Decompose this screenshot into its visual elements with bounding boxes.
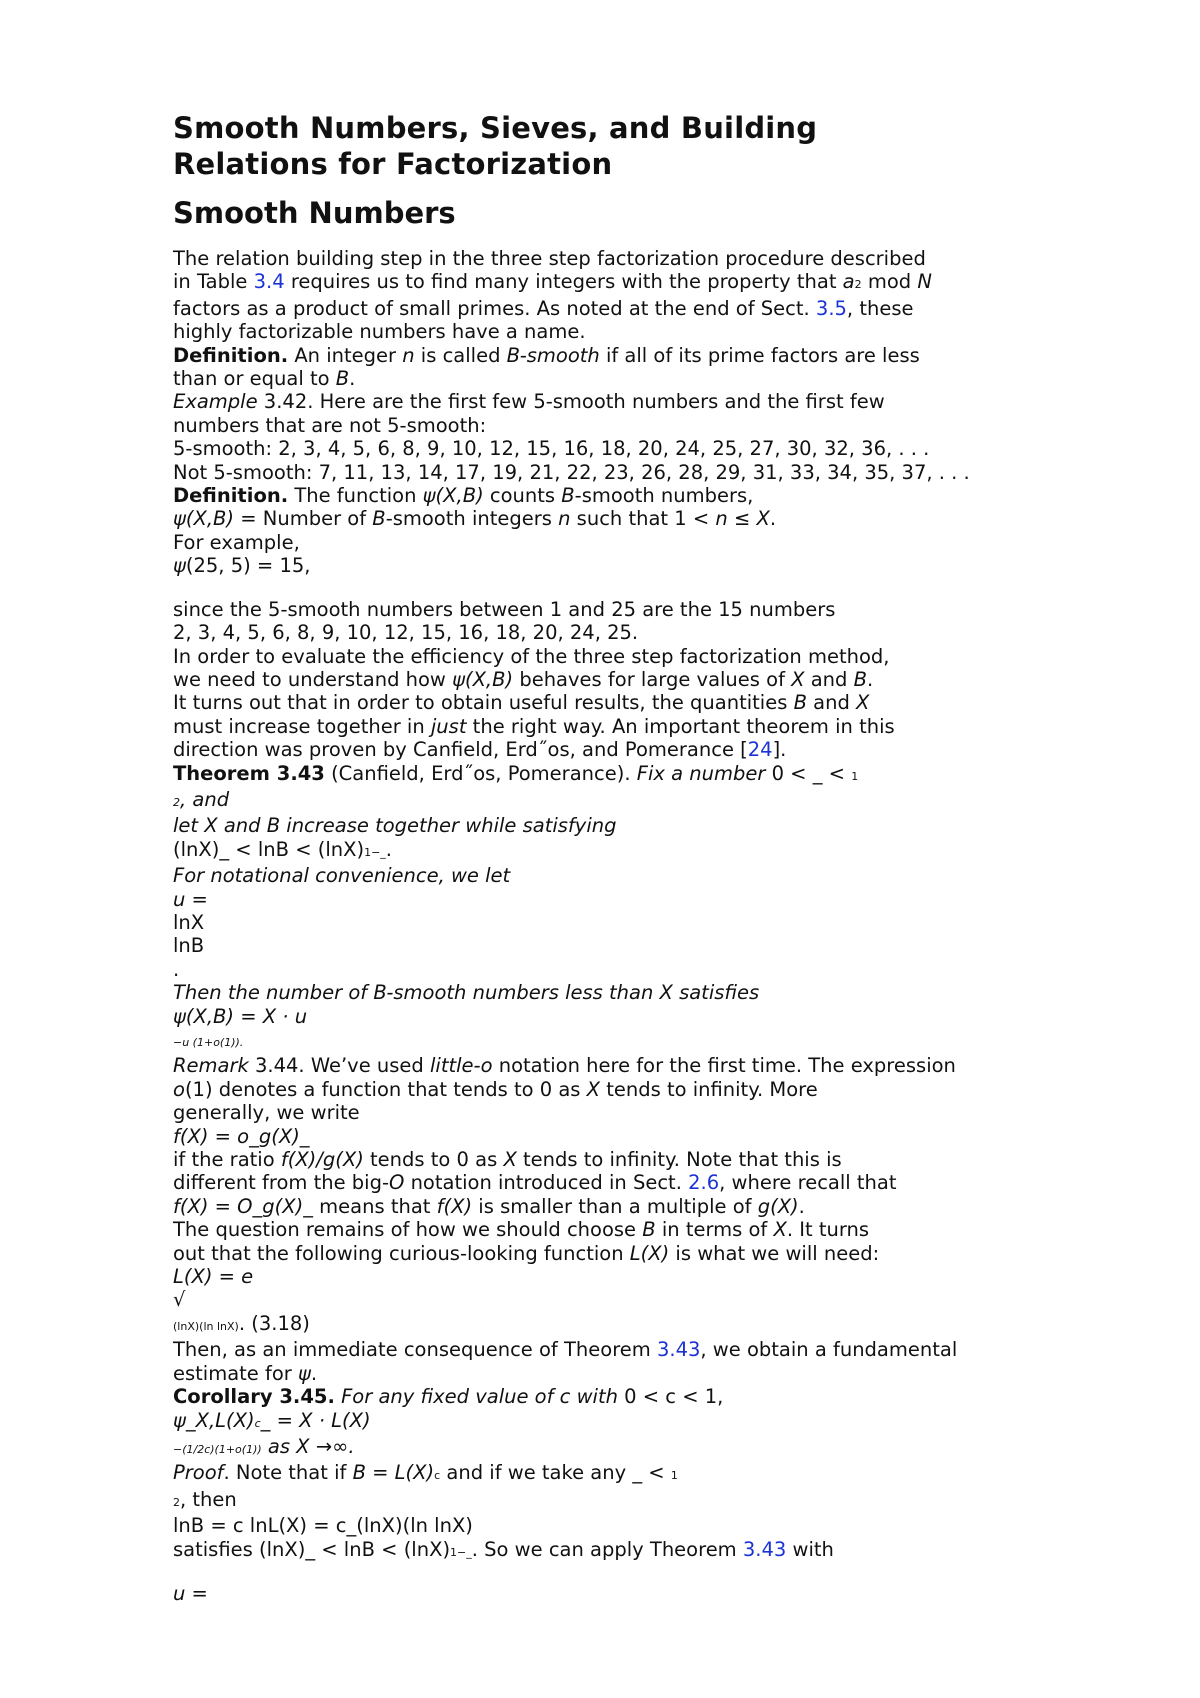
para2-line-4: we need to understand how ψ(X,B) behaves for large values of X and B. bbox=[173, 667, 874, 691]
section-link[interactable]: 3.5 bbox=[815, 296, 847, 320]
proof-line-2: 2, then bbox=[173, 1487, 237, 1511]
theorem-line-5: For notational convenience, we let bbox=[173, 864, 511, 888]
para1-line-4: highly factorizable numbers have a name. bbox=[173, 320, 586, 344]
corollary-label: Corollary 3.45. bbox=[173, 1385, 335, 1409]
theorem-label: Theorem 3.43 bbox=[173, 761, 325, 785]
example-label: Example bbox=[173, 390, 258, 414]
section-link[interactable]: 2.6 bbox=[688, 1171, 720, 1195]
not-smooth-list: Not 5-smooth: 7, 11, 13, 14, 17, 19, 21, 22, 23, 26, 28, 29, 31, 33, 34, 35, 37, . . . bbox=[173, 460, 970, 484]
theorem-line-1: Theorem 3.43 (Canfield, Erd˝os, Pomerance). Fix a number 0 < _ < 1 bbox=[173, 761, 859, 785]
remark-line-7: f(X) = O_g(X)_ means that f(X) is smaller than a multiple of g(X). bbox=[173, 1194, 805, 1218]
for-example: For example, bbox=[173, 530, 300, 554]
remark-line-9: out that the following curious-looking function L(X) is what we will need: bbox=[173, 1241, 880, 1265]
remark-line-10: L(X) = e bbox=[173, 1265, 254, 1289]
theorem-link[interactable]: 3.43 bbox=[656, 1338, 701, 1362]
example-line-1: Example 3.42. Here are the first few 5-smooth numbers and the first few bbox=[173, 390, 885, 414]
theorem-line-12: −u (1+o(1)). bbox=[173, 1036, 244, 1049]
para2-line-2: 2, 3, 4, 5, 6, 8, 9, 10, 12, 15, 16, 18, 20, 24, 25. bbox=[173, 621, 639, 645]
title-line-2: Relations for Factorization bbox=[173, 147, 613, 181]
remark-line-6: different from the big-O notation introduced in Sect. 2.6, where recall that bbox=[173, 1171, 897, 1195]
document-title bbox=[173, 110, 1173, 182]
definition-psi-line-2: ψ(X,B) = Number of B-smooth integers n such that 1 < n ≤ X. bbox=[173, 507, 777, 531]
theorem-line-3: let X and B increase together while satisfying bbox=[173, 814, 617, 838]
para2-line-1: since the 5-smooth numbers between 1 and 25 are the 15 numbers bbox=[173, 597, 836, 621]
spacer bbox=[173, 578, 1173, 598]
para2-line-7: direction was proven by Canfield, Erd˝os, and Pomerance [24]. bbox=[173, 738, 787, 762]
theorem-line-11: ψ(X,B) = X · u bbox=[173, 1004, 308, 1028]
definition-psi: Definition. The function ψ(X,B) counts B-smooth numbers, bbox=[173, 484, 754, 508]
theorem-line-8: lnB bbox=[173, 934, 205, 958]
corollary-line-1: Corollary 3.45. For any fixed value of c with 0 < c < 1, bbox=[173, 1385, 724, 1409]
definition-label: Definition. bbox=[173, 343, 289, 367]
remark-line-1: Remark 3.44. We’ve used little-o notation here for the first time. The expression bbox=[173, 1054, 956, 1078]
remark-line-2: o(1) denotes a function that tends to 0 as X tends to infinity. More bbox=[173, 1077, 818, 1101]
theorem-line-7: lnX bbox=[173, 910, 205, 934]
theorem-line-2: 2, and bbox=[173, 787, 230, 811]
para2-line-3: In order to evaluate the efficiency of the three step factorization method, bbox=[173, 644, 890, 668]
para1-line-3: factors as a product of small primes. As noted at the end of Sect. 3.5, these bbox=[173, 296, 914, 320]
remark-line-5: if the ratio f(X)/g(X) tends to 0 as X tends to infinity. Note that this is bbox=[173, 1148, 842, 1172]
remark-label: Remark bbox=[173, 1054, 249, 1078]
smooth-list: 5-smooth: 2, 3, 4, 5, 6, 8, 9, 10, 12, 15, 16, 18, 20, 24, 25, 27, 30, 32, 36, . . . bbox=[173, 437, 930, 461]
theorem-line-6: u = bbox=[173, 887, 208, 911]
psi-example: ψ(25, 5) = 15, bbox=[173, 554, 311, 578]
document-page bbox=[173, 110, 1173, 1605]
proof-line-3: lnB = c lnL(X) = c_(lnX)(ln lnX) bbox=[173, 1514, 473, 1538]
example-line-2: numbers that are not 5-smooth: bbox=[173, 413, 487, 437]
corollary-line-3: −(1/2c)(1+o(1)) as X →∞. bbox=[173, 1434, 355, 1458]
remark-line-13: Then, as an immediate consequence of Theorem 3.43, we obtain a fundamental bbox=[173, 1338, 958, 1362]
definition-label: Definition. bbox=[173, 484, 289, 508]
corollary-line-2: ψ_X,L(X)c_ = X · L(X) bbox=[173, 1408, 371, 1432]
proof-label: Proof bbox=[173, 1461, 224, 1485]
remark-line-12: (lnX)(ln lnX). (3.18) bbox=[173, 1311, 310, 1335]
theorem-line-10: Then the number of B-smooth numbers less than X satisfies bbox=[173, 981, 760, 1005]
table-link[interactable]: 3.4 bbox=[253, 270, 285, 294]
remark-line-3: generally, we write bbox=[173, 1101, 360, 1125]
remark-line-8: The question remains of how we should choose B in terms of X. It turns bbox=[173, 1218, 870, 1242]
spacer bbox=[173, 1564, 1173, 1582]
remark-line-14: estimate for ψ. bbox=[173, 1361, 318, 1385]
definition-smooth-line-2: than or equal to B. bbox=[173, 367, 356, 391]
definition-smooth: Definition. An integer n is called B-smooth if all of its prime factors are less bbox=[173, 343, 920, 367]
para1-line-2: in Table 3.4 requires us to find many integers with the property that a2 mod N bbox=[173, 270, 932, 294]
remark-line-11: √ bbox=[173, 1288, 186, 1312]
proof-line-5: u = bbox=[173, 1581, 208, 1605]
para2-line-6: must increase together in just the right way. An important theorem in this bbox=[173, 714, 895, 738]
theorem-line-9: . bbox=[173, 957, 180, 981]
para1-line-1: The relation building step in the three step factorization procedure described bbox=[173, 247, 926, 270]
citation-link[interactable]: 24 bbox=[747, 738, 773, 762]
title-line-1: Smooth Numbers, Sieves, and Building bbox=[173, 111, 818, 145]
remark-line-4: f(X) = o_g(X)_ bbox=[173, 1124, 310, 1148]
theorem-link[interactable]: 3.43 bbox=[742, 1537, 787, 1561]
theorem-line-4: (lnX)_ < lnB < (lnX)1−_. bbox=[173, 837, 392, 861]
section-heading: Smooth Numbers bbox=[173, 196, 456, 230]
para2-line-5: It turns out that in order to obtain useful results, the quantities B and X bbox=[173, 691, 870, 715]
proof-line-4: satisfies (lnX)_ < lnB < (lnX)1−_. So we can apply Theorem 3.43 with bbox=[173, 1537, 834, 1561]
proof-line-1: Proof. Note that if B = L(X)c and if we take any _ < 1 bbox=[173, 1461, 678, 1485]
